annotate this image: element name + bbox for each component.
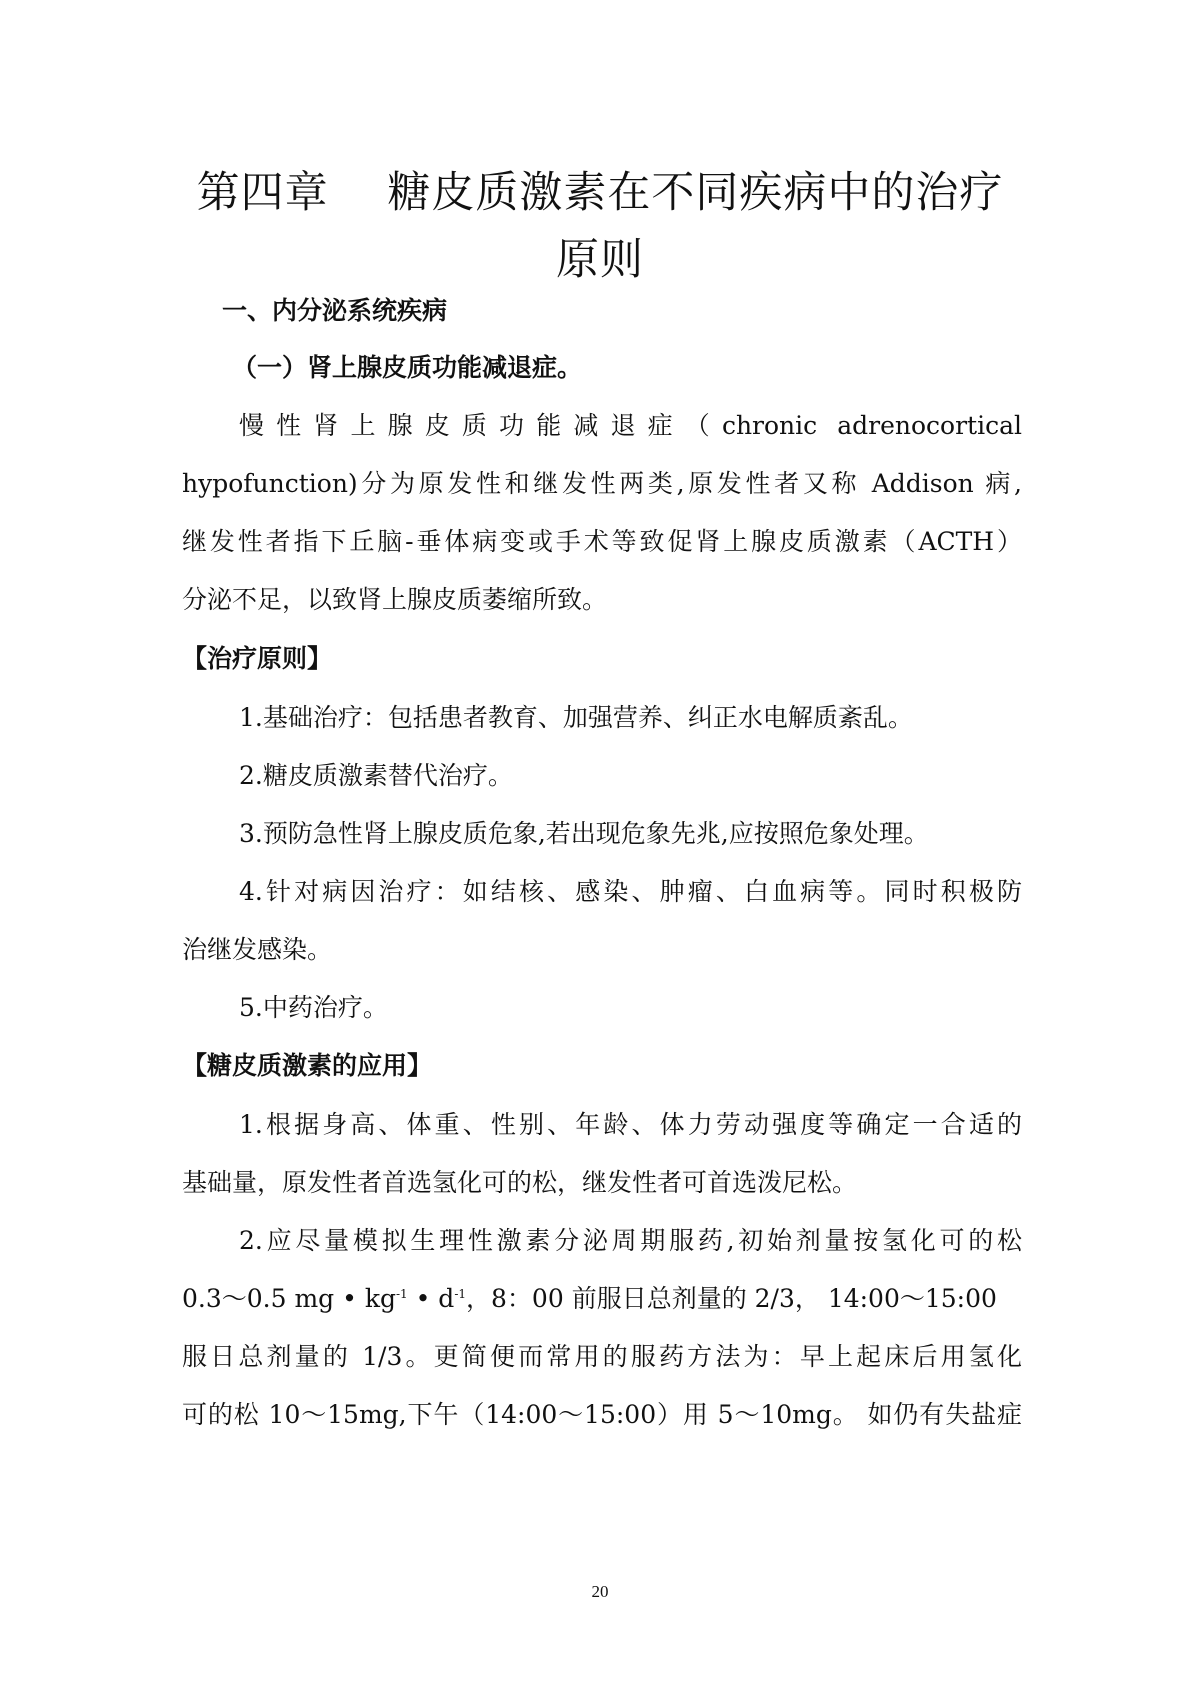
application-item: 2.应尽量模拟生理性激素分泌周期服药,初始剂量按氢化可的松 (239, 1226, 1022, 1255)
superscript: -1 (454, 1287, 467, 1301)
application-item-continuation: 服日总剂量的 1/3。更简便而常用的服药方法为：早上起床后用氢化 (182, 1342, 1022, 1371)
treatment-item: 3.预防急性肾上腺皮质危象,若出现危象先兆,应按照危象处理。 (239, 819, 929, 848)
dose-line (182, 1282, 1022, 1316)
dose-text: 0.3～0.5 mg • kg (182, 1284, 396, 1313)
superscript: -1 (395, 1287, 408, 1301)
treatment-principles-heading: 【治疗原则】 (182, 644, 333, 673)
section-heading: 一、内分泌系统疾病 (222, 296, 448, 325)
treatment-item: 1.基础治疗：包括患者教育、加强营养、纠正水电解质紊乱。 (239, 703, 913, 732)
paragraph-line: 慢性肾上腺皮质功能减退症（chronic adrenocortical (239, 411, 1022, 440)
application-item-continuation: 可的松 10～15mg,下午（14:00～15:00）用 5～10mg。 如仍有失盐症 (182, 1400, 1022, 1429)
treatment-item-continuation: 治继发感染。 (182, 935, 333, 964)
paragraph-line: 分泌不足，以致肾上腺皮质萎缩所致。 (182, 585, 608, 614)
application-item: 1.根据身高、体重、性别、年龄、体力劳动强度等确定一合适的 (239, 1110, 1022, 1139)
treatment-item: 4.针对病因治疗：如结核、感染、肿瘤、白血病等。同时积极防 (239, 877, 1022, 906)
page-number: 20 (591, 1582, 609, 1601)
treatment-item: 2.糖皮质激素替代治疗。 (239, 761, 513, 790)
chapter-title-line2: 原则 (556, 235, 644, 285)
paragraph-line: hypofunction)分为原发性和继发性两类,原发性者又称 Addison 病, (182, 469, 1022, 498)
application-item-continuation: 基础量，原发性者首选氢化可的松，继发性者可首选泼尼松。 (182, 1168, 858, 1197)
dose-text: ，8：00 前服日总剂量的 2/3， 14:00～15:00 (466, 1284, 997, 1313)
glucocorticoid-application-heading: 【糖皮质激素的应用】 (182, 1051, 433, 1080)
subsection-heading: （一）肾上腺皮质功能减退症。 (232, 353, 583, 382)
chapter-title-line1: 第四章 糖皮质激素在不同疾病中的治疗 (196, 168, 1004, 218)
paragraph-line: 继发性者指下丘脑-垂体病变或手术等致促肾上腺皮质激素（ACTH） (182, 527, 1022, 556)
dose-text: • d (407, 1284, 455, 1313)
treatment-item: 5.中药治疗。 (239, 993, 388, 1022)
